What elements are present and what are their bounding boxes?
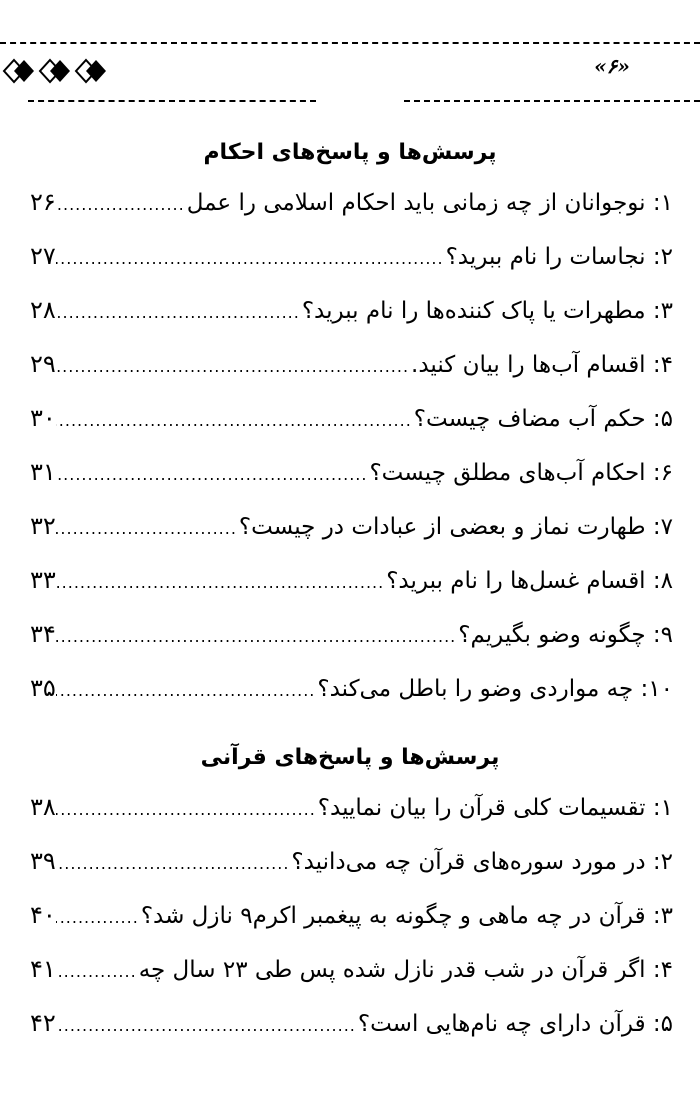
toc-entry-title: ۵: قرآن دارای چه نام‌هایی است؟: [357, 1011, 673, 1037]
dot-leader: [56, 303, 302, 322]
diamond-ornament-icon: [2, 58, 36, 84]
dot-leader: [56, 962, 139, 981]
dot-leader: [56, 519, 239, 538]
toc-entry-page: ۴۲: [30, 1009, 56, 1037]
toc-entry[interactable]: [30, 674, 673, 728]
toc-entry-page: ۴۰: [30, 901, 56, 929]
toc-entry[interactable]: [30, 955, 673, 1009]
dot-leader: [56, 854, 292, 873]
toc-entry-title: ۱: تقسیمات کلی قرآن را بیان نمایید؟: [317, 795, 673, 821]
dot-leader: [56, 681, 318, 700]
toc-entry-title: ۱۰: چه مواردی وضو را باطل می‌کند؟: [317, 676, 673, 702]
toc-entry[interactable]: [30, 404, 673, 458]
toc-entry-title: ۳: قرآن در چه ماهی و چگونه به پیغمبر اکرم۹ نازل شد؟: [140, 903, 673, 929]
toc-entry[interactable]: [30, 901, 673, 955]
dot-leader: [56, 357, 411, 376]
toc-entry[interactable]: [30, 512, 673, 566]
toc-entry-page: ۳۸: [30, 793, 56, 821]
toc-entry[interactable]: [30, 1009, 673, 1063]
toc-entry[interactable]: [30, 350, 673, 404]
section-title-ahkam: پرسش‌ها و پاسخ‌های احکام: [203, 140, 497, 165]
toc-entry[interactable]: [30, 242, 673, 296]
header-ornament: [2, 58, 108, 84]
header-dashed-rule-right: [404, 100, 700, 102]
toc-entry-page: ۳۱: [30, 458, 56, 486]
dot-leader: [56, 1016, 358, 1035]
toc-entry[interactable]: [30, 566, 673, 620]
page-number: «۶»: [594, 54, 630, 78]
dot-leader: [56, 800, 318, 819]
toc-entry-page: ۲۷: [30, 242, 56, 270]
toc-entry-title: ۵: حکم آب مضاف چیست؟: [413, 406, 673, 432]
toc-entry-title: ۷: طهارت نماز و بعضی از عبادات در چیست؟: [238, 514, 673, 540]
toc-entry-title: ۱: نوجوانان از چه زمانی باید احکام اسلامی را عمل: [186, 190, 673, 216]
toc-entry[interactable]: [30, 793, 673, 847]
toc-list-qurani: [30, 793, 673, 1063]
toc-entry-page: ۳۳: [30, 566, 56, 594]
toc-entry-page: ۲۹: [30, 350, 56, 378]
toc-entry[interactable]: [30, 458, 673, 512]
header-dashed-rule-left: [28, 100, 316, 102]
toc-entry-page: ۳۹: [30, 847, 56, 875]
toc-entry-title: ۴: اگر قرآن در شب قدر نازل شده پس طی ۲۳ سال چه: [138, 957, 673, 983]
toc-entry-title: ۸: اقسام غسل‌ها را نام ببرید؟: [386, 568, 673, 594]
dot-leader: [56, 908, 141, 927]
dot-leader: [56, 573, 386, 592]
toc-list-ahkam: [30, 188, 673, 728]
diamond-ornament-icon: [74, 58, 108, 84]
toc-entry-page: ۲۶: [30, 188, 56, 216]
dot-leader: [56, 249, 446, 268]
toc-entry-page: ۳۲: [30, 512, 56, 540]
toc-entry-page: ۳۴: [30, 620, 56, 648]
toc-entry[interactable]: [30, 620, 673, 674]
dot-leader: [56, 411, 414, 430]
dot-leader: [56, 627, 458, 646]
toc-entry-title: ۲: نجاسات را نام ببرید؟: [445, 244, 673, 270]
diamond-ornament-icon: [38, 58, 72, 84]
dot-leader: [56, 465, 370, 484]
toc-entry-title: ۹: چگونه وضو بگیریم؟: [458, 622, 673, 648]
toc-entry[interactable]: [30, 847, 673, 901]
toc-entry-page: ۳۵: [30, 674, 56, 702]
top-dashed-rule: [0, 42, 700, 44]
section-title-qurani: پرسش‌ها و پاسخ‌های قرآنی: [200, 745, 500, 770]
toc-entry-page: ۳۰: [30, 404, 56, 432]
toc-entry[interactable]: [30, 188, 673, 242]
dot-leader: [56, 195, 187, 214]
toc-entry-title: ۲: در مورد سوره‌های قرآن چه می‌دانید؟: [291, 849, 673, 875]
toc-entry[interactable]: [30, 296, 673, 350]
toc-entry-title: ۳: مطهرات یا پاک کننده‌ها را نام ببرید؟: [301, 298, 673, 324]
toc-entry-title: ۴: اقسام آب‌ها را بیان کنید.: [411, 352, 673, 378]
toc-entry-page: ۲۸: [30, 296, 56, 324]
toc-entry-page: ۴۱: [30, 955, 56, 983]
toc-entry-title: ۶: احکام آب‌های مطلق چیست؟: [369, 460, 673, 486]
